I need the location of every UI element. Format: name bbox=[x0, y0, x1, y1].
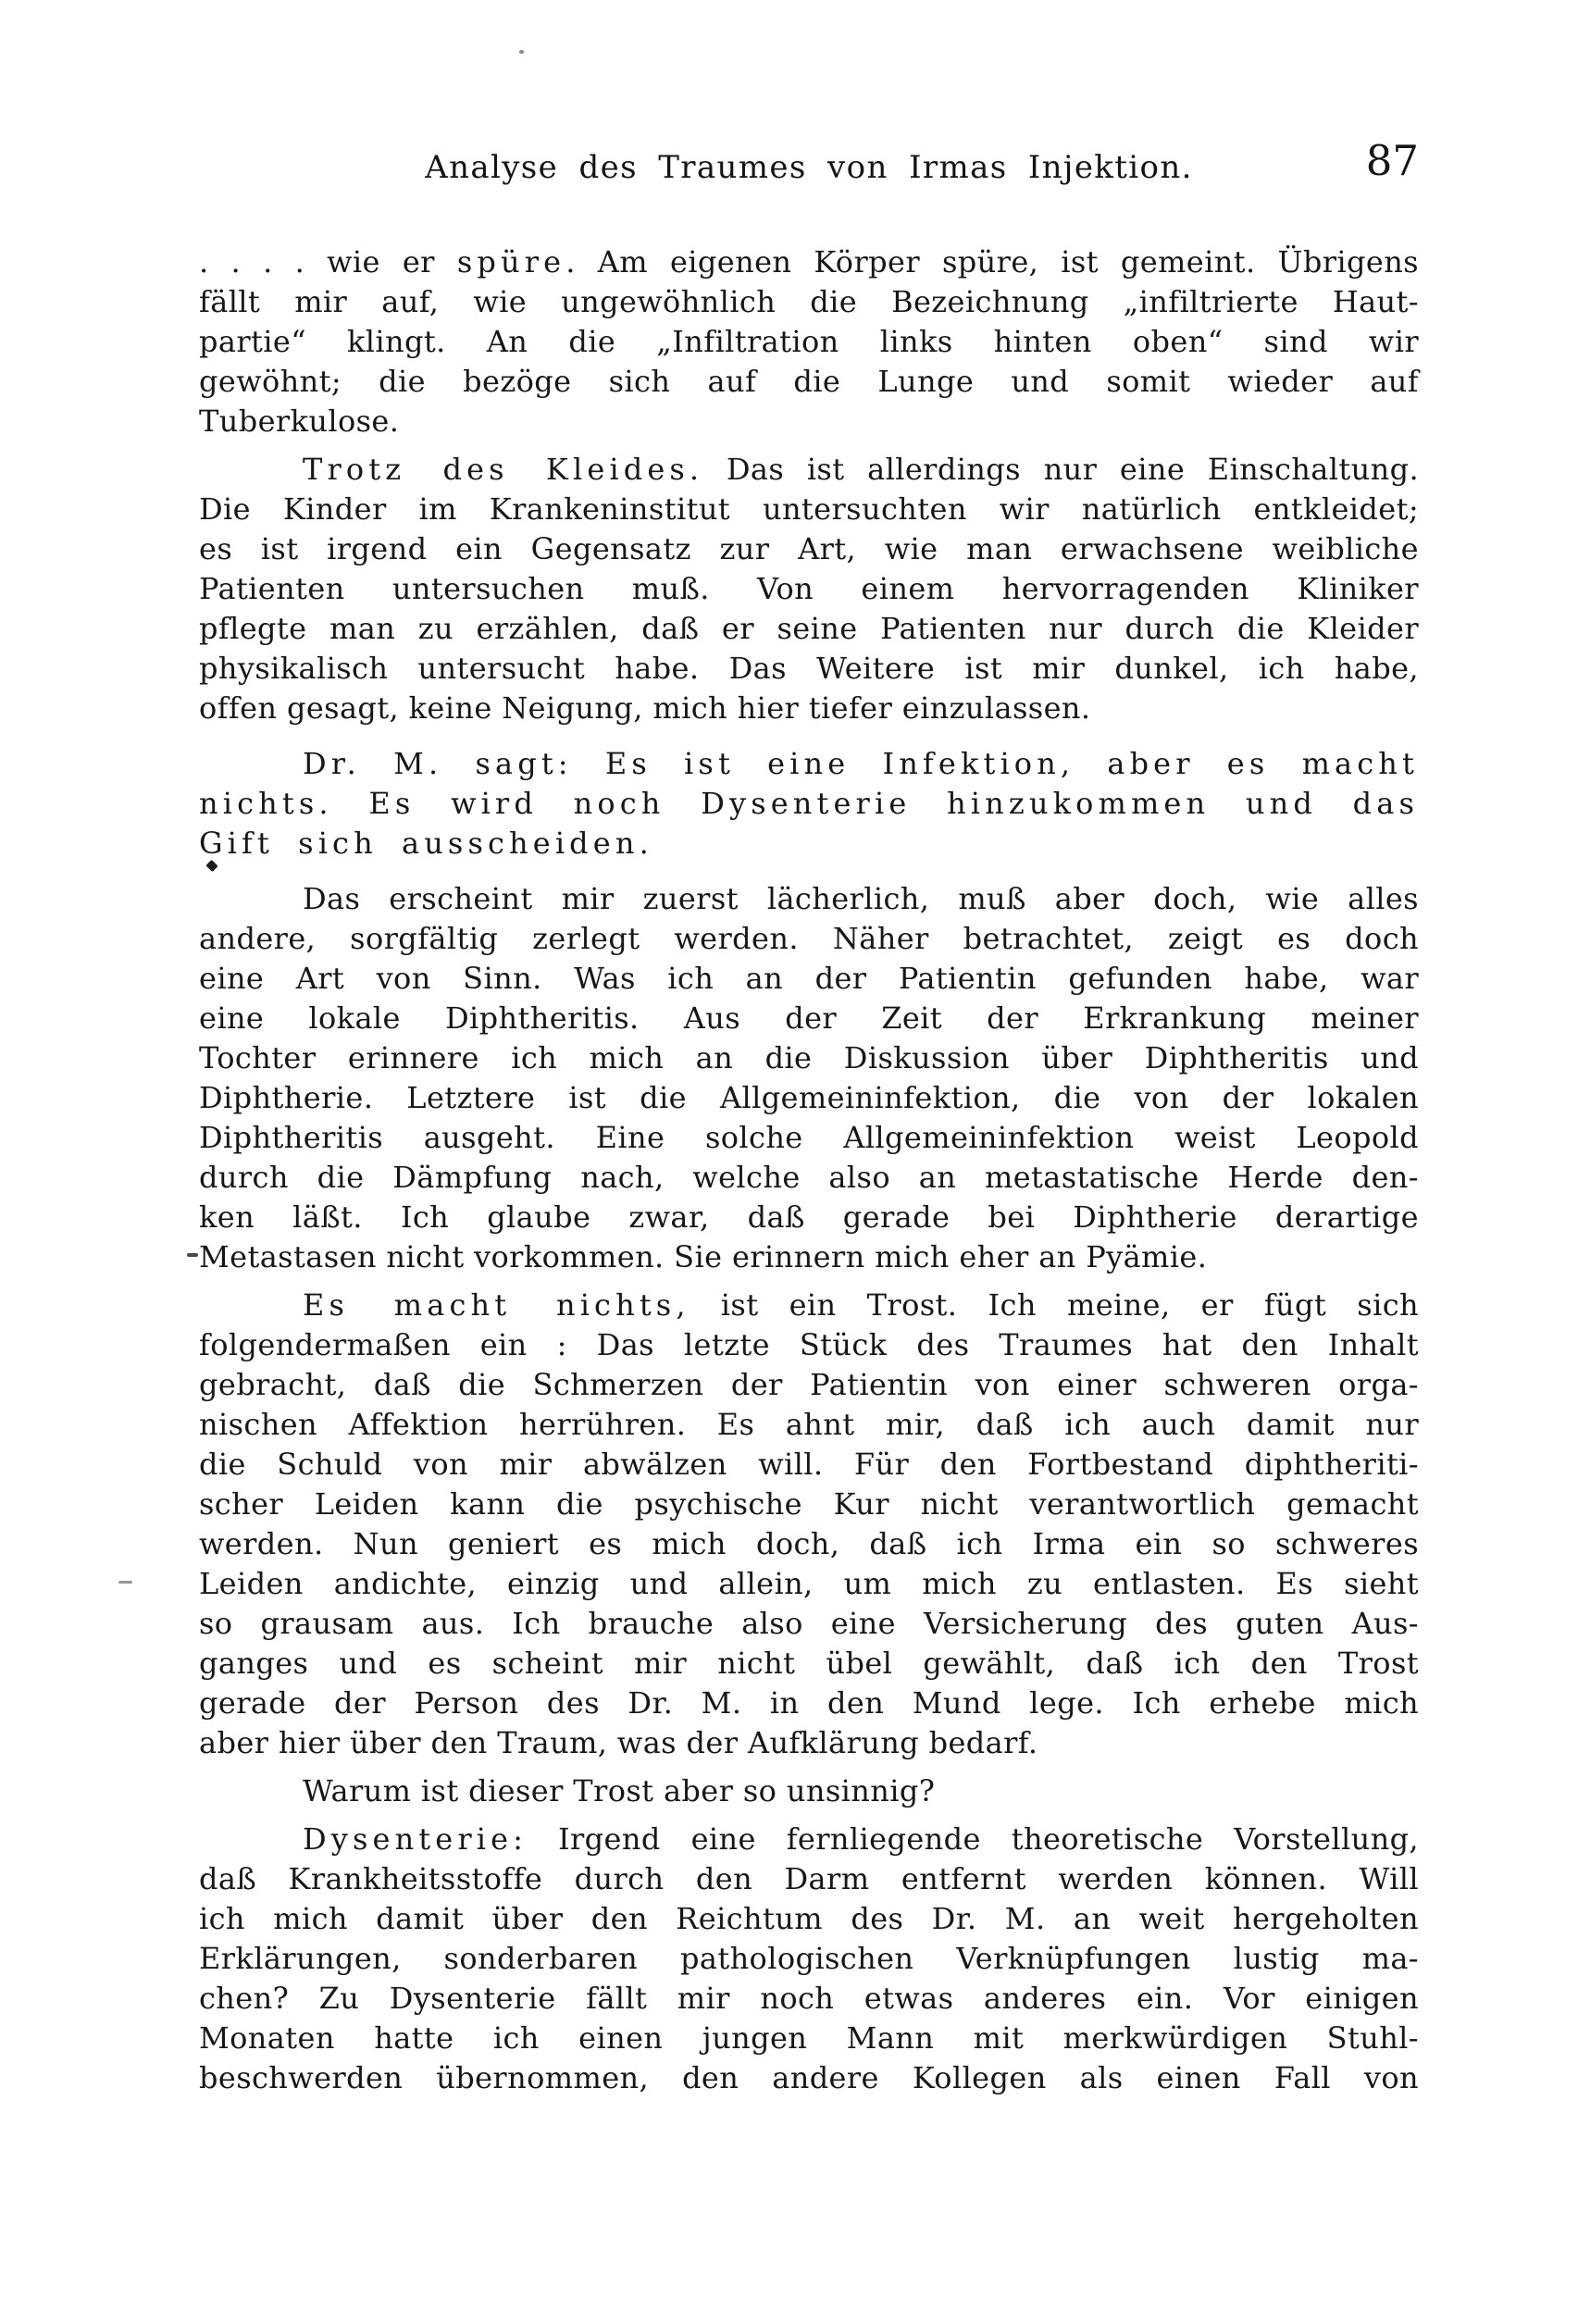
text-run: aber hier über den Traum, was der Aufklärung bedarf. bbox=[199, 1725, 1038, 1760]
text-line bbox=[199, 1524, 1419, 1564]
text-run: beschwerden übernommen, den andere Kollegen als einen Fall von bbox=[199, 2060, 1419, 2095]
text-run: Monaten hatte ich einen jungen Mann mit merkwürdigen Stuhl- bbox=[199, 2020, 1419, 2056]
text-run: Warum ist dieser Trost aber so unsinnig? bbox=[303, 1773, 936, 1808]
text-run: partie“ klingt. An die „Infiltration links hinten oben“ sind wir bbox=[199, 324, 1419, 359]
text-line bbox=[199, 1286, 1419, 1325]
text-line bbox=[199, 689, 1419, 728]
text-line bbox=[199, 1485, 1419, 1524]
text-line bbox=[199, 1405, 1419, 1445]
text-run: . . . . wie er bbox=[199, 244, 457, 280]
page-header bbox=[199, 136, 1419, 189]
paragraph bbox=[199, 1771, 1419, 1811]
scan-speck-left-margin bbox=[118, 1581, 132, 1584]
text-line bbox=[199, 1644, 1419, 1684]
text-run: fällt mir auf, wie ungewöhnlich die Bezeichnung „infiltrierte Haut- bbox=[199, 284, 1419, 319]
text-run: nischen Affektion herrühren. Es ahnt mir, daß ich auch damit nur bbox=[199, 1407, 1419, 1442]
text-run: Diphtherie. Letztere ist die Allgemeininfektion, die von der lokalen bbox=[199, 1080, 1419, 1115]
text-run: die Schuld von mir abwälzen will. Für den Fortbestand diphtheriti- bbox=[199, 1447, 1419, 1482]
text-run: Das erscheint mir zuerst lächerlich, muß aber doch, wie alles bbox=[303, 881, 1419, 916]
text-run: offen gesagt, keine Neigung, mich hier tiefer einzulassen. bbox=[199, 690, 1091, 726]
letterspaced-run: Dr. M. sagt: Es ist eine Infektion, aber es macht bbox=[303, 746, 1419, 781]
text-run: Irgend eine fernliegende theoretische Vorstellung, bbox=[528, 1821, 1419, 1857]
text-run: Patienten untersuchen muß. Von einem hervorragenden Kliniker bbox=[199, 571, 1419, 606]
text-line bbox=[199, 649, 1419, 689]
letterspaced-run: nichts. Es wird noch Dysenterie hinzukommen und das bbox=[199, 786, 1419, 821]
text-line bbox=[199, 959, 1419, 999]
text-line bbox=[199, 1820, 1419, 1859]
text-line bbox=[199, 1445, 1419, 1485]
text-run: chen? Zu Dysenterie fällt mir noch etwas anderes ein. Vor einigen bbox=[199, 1981, 1419, 2016]
text-run: gebracht, daß die Schmerzen der Patientin von einer schweren orga- bbox=[199, 1367, 1419, 1402]
text-line bbox=[199, 450, 1419, 490]
paragraph bbox=[199, 1286, 1419, 1763]
letterspaced-run: Gift sich ausscheiden. bbox=[199, 826, 653, 861]
paragraph bbox=[199, 744, 1419, 864]
text-run: . Am eigenen Körper spüre, ist gemeint. Übrigens bbox=[565, 244, 1419, 280]
text-run: Metastasen nicht vorkommen. Sie erinnern mich eher an Pyämie. bbox=[199, 1239, 1208, 1274]
text-line bbox=[199, 1198, 1419, 1237]
text-run: physikalisch untersucht habe. Das Weitere ist mir dunkel, ich habe, bbox=[199, 651, 1419, 686]
text-run: ken läßt. Ich glaube zwar, daß gerade bei Diphtherie derartige bbox=[199, 1199, 1419, 1235]
text-line bbox=[199, 1078, 1419, 1118]
text-line bbox=[199, 879, 1419, 919]
page-number: 87 bbox=[1365, 136, 1419, 185]
text-line bbox=[199, 242, 1419, 282]
text-run: gerade der Person des Dr. M. in den Mund lege. Ich erhebe mich bbox=[199, 1685, 1419, 1721]
text-run: durch die Dämpfung nach, welche also an metastatische Herde den- bbox=[199, 1160, 1419, 1195]
text-run: eine lokale Diphtheritis. Aus der Zeit der Erkrankung meiner bbox=[199, 1000, 1419, 1036]
text-run: Das ist allerdings nur eine Einschaltung. bbox=[703, 452, 1419, 487]
text-line bbox=[199, 744, 1419, 784]
text-run: Erklärungen, sonderbaren pathologischen Verknüpfungen lustig ma- bbox=[199, 1941, 1419, 1976]
paragraph bbox=[199, 1820, 1419, 2098]
text-line bbox=[199, 282, 1419, 322]
text-run: Leiden andichte, einzig und allein, um mich zu entlasten. Es sieht bbox=[199, 1566, 1419, 1601]
text-run: ist ein Trost. Ich meine, er fügt sich bbox=[690, 1287, 1419, 1323]
letterspaced-run: Trotz des Kleides. bbox=[303, 452, 704, 487]
scan-speck-before-metastasen bbox=[187, 1253, 198, 1257]
text-run: gewöhnt; die bezöge sich auf die Lunge und somit wieder auf bbox=[199, 364, 1419, 399]
text-line bbox=[199, 402, 1419, 441]
text-run: Tuberkulose. bbox=[199, 404, 400, 439]
running-title: Analyse des Traumes von Irmas Injektion. bbox=[425, 149, 1193, 186]
text-line bbox=[199, 1118, 1419, 1158]
text-line bbox=[199, 2058, 1419, 2098]
text-line bbox=[199, 362, 1419, 402]
letterspaced-run: Dysenterie: bbox=[303, 1821, 528, 1857]
text-run: Die Kinder im Krankeninstitut untersuchten wir natürlich entkleidet; bbox=[199, 491, 1419, 527]
text-line bbox=[199, 1038, 1419, 1078]
text-run: werden. Nun geniert es mich doch, daß ich Irma ein so schweres bbox=[199, 1526, 1419, 1561]
text-line bbox=[199, 1158, 1419, 1198]
text-run: ich mich damit über den Reichtum des Dr. M. an weit hergeholten bbox=[199, 1901, 1419, 1936]
letterspaced-run: spüre bbox=[456, 244, 566, 280]
paragraph bbox=[199, 242, 1419, 441]
text-line bbox=[199, 1979, 1419, 2019]
text-line bbox=[199, 919, 1419, 959]
text-run: Tochter erinnere ich mich an die Diskussion über Diphtheritis und bbox=[199, 1040, 1419, 1075]
text-run: scher Leiden kann die psychische Kur nicht verantwortlich gemacht bbox=[199, 1486, 1419, 1522]
text-run: ganges und es scheint mir nicht übel gewählt, daß ich den Trost bbox=[199, 1646, 1419, 1681]
text-run: andere, sorgfältig zerlegt werden. Näher betrachtet, zeigt es doch bbox=[199, 921, 1419, 956]
text-line bbox=[199, 999, 1419, 1038]
text-line bbox=[199, 490, 1419, 529]
paragraph bbox=[199, 879, 1419, 1277]
text-run: folgendermaßen ein : Das letzte Stück des Traumes hat den Inhalt bbox=[199, 1327, 1419, 1362]
text-run: so grausam aus. Ich brauche also eine Versicherung des guten Aus- bbox=[199, 1606, 1419, 1641]
scan-speck-top bbox=[519, 50, 524, 54]
text-line bbox=[199, 1365, 1419, 1405]
text-line bbox=[199, 1564, 1419, 1604]
text-line bbox=[199, 784, 1419, 824]
letterspaced-run: Es macht nichts, bbox=[303, 1287, 690, 1323]
text-run: Diphtheritis ausgeht. Eine solche Allgemeininfektion weist Leopold bbox=[199, 1120, 1419, 1155]
text-run: daß Krankheitsstoffe durch den Darm entfernt werden können. Will bbox=[199, 1861, 1419, 1896]
text-block bbox=[199, 136, 1419, 2107]
body-text bbox=[199, 242, 1419, 2098]
paragraph bbox=[199, 450, 1419, 728]
text-run: eine Art von Sinn. Was ich an der Patientin gefunden habe, war bbox=[199, 961, 1419, 996]
text-line bbox=[199, 1899, 1419, 1939]
text-line bbox=[199, 1237, 1419, 1277]
text-line bbox=[199, 1325, 1419, 1365]
text-line bbox=[199, 2019, 1419, 2058]
text-line bbox=[199, 569, 1419, 609]
text-line bbox=[199, 824, 1419, 864]
text-line bbox=[199, 1684, 1419, 1723]
text-run: es ist irgend ein Gegensatz zur Art, wie man erwachsene weibliche bbox=[199, 531, 1419, 566]
text-line bbox=[199, 1604, 1419, 1644]
text-line bbox=[199, 1771, 1419, 1811]
text-line bbox=[199, 609, 1419, 649]
text-line bbox=[199, 529, 1419, 569]
text-run: pflegte man zu erzählen, daß er seine Patienten nur durch die Kleider bbox=[199, 611, 1419, 646]
text-line bbox=[199, 1723, 1419, 1763]
text-line bbox=[199, 1939, 1419, 1979]
text-line bbox=[199, 322, 1419, 362]
text-line bbox=[199, 1859, 1419, 1899]
